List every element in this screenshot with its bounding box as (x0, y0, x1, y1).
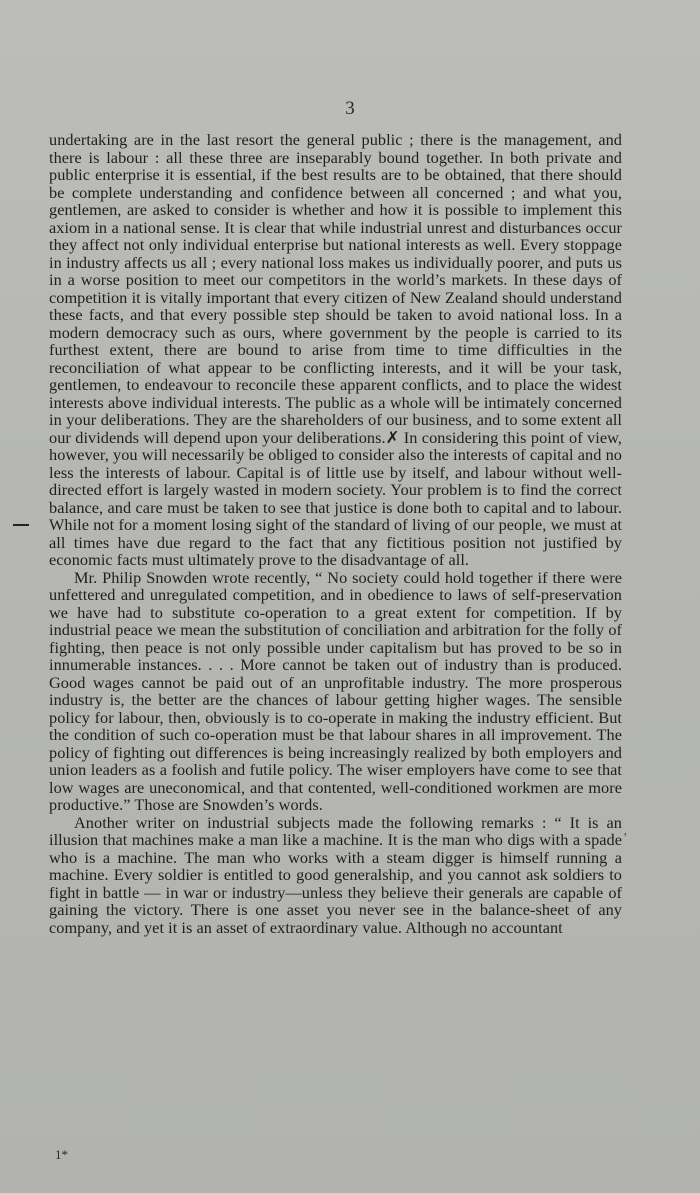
signature-mark: 1* (55, 1147, 68, 1162)
paragraph-3: Another writer on industrial subjects made the following remarks : “ It is an illusion that machines make a man like a machine. It is the man who digs with a spade who is a machine. The man who works with a steam digger is himself running a machine. Every soldier is entitled to good generalship, and you cannot ask soldiers to fight in battle — in war or industry—unless they believe their generals are capable of gaining the victory. There is one asset you never see in the balance-sheet of any company, and yet it is an asset of extraordinary value. Although no accountant (49, 812, 622, 937)
page-number: 3 (345, 98, 355, 119)
paragraph-2: Mr. Philip Snowden wrote recently, “ No society could hold together if there were unfettered and unregulated competition, and in obedience to laws of self-preservation we have had to substitute co-operation to a great extent for competition. If by industrial peace we mean the substitution of conciliation and arbitration for the folly of fighting, then peace is not only possible under capitalism but has proved to be so in innumerable instances. . . . More cannot be taken out of industry than is produced. Good wages cannot be paid out of an unprofitable industry. The more prosperous industry is, the better are the chances of labour getting higher wages. The sensible policy for labour, then, obviously is to co-operate in making the industry efficient. But the condition of such co-operation must be that labour shares in all improvement. The policy of fighting out differences is being increasingly realized by both employers and union leaders as a foolish and futile policy. The wiser employers have come to see that low wages are uneconomical, and that contented, well-conditioned workmen are more productive.” Those are Snowden’s words. (49, 567, 622, 814)
margin-tick-mark: ' (624, 831, 627, 846)
paragraph-1: undertaking are in the last resort the general public ; there is the management, and there is labour : all these three are inseparably bound together. In both private and public enterprise it is essential, if the best results are to be obtained, that there should be complete understanding and confidence between all concerned ; and what you, gentlemen, are asked to consider is whether and how it is possible to implement this axiom in a national sense. It is clear that while industrial unrest and disturbances occur they affect not only individual enterprise but national interests as well. Every stoppage in industry affects us all ; every national loss makes us individually poorer, and puts us in a worse position to meet our competitors in the world’s markets. In these days of competition it is vitally important that every citizen of New Zealand should understand these facts, and that every possible step should be taken to avoid national loss. In a modern democracy such as ours, where government by the people is carried to its furthest extent, there are bound to arise from time to time difficulties in the reconciliation of what appear to be conflicting interests, and it will be your task, gentlemen, to endeavour to reconcile these apparent conflicts, and to place the widest interests above individual interests. The public as a whole will be intimately concerned in your deliberations. They are the shareholders of our business, and to some extent all our dividends will depend upon your deliberations.✗ In considering this point of view, however, you will necessarily be obliged to consider also the interests of capital and no less the interests of labour. Capital is of little use by itself, and labour without well-directed effort is largely wasted in modern society. Your problem is to find the correct balance, and care must be taken to see that justice is done both to capital and to labour. While not for a moment losing sight of the standard of living of our people, we must at all times have due regard to the fact that any fictitious position not justified by economic facts must ultimately prove to the disadvantage of all. (49, 130, 622, 569)
margin-dash-mark (13, 524, 29, 526)
body-text (49, 131, 622, 936)
